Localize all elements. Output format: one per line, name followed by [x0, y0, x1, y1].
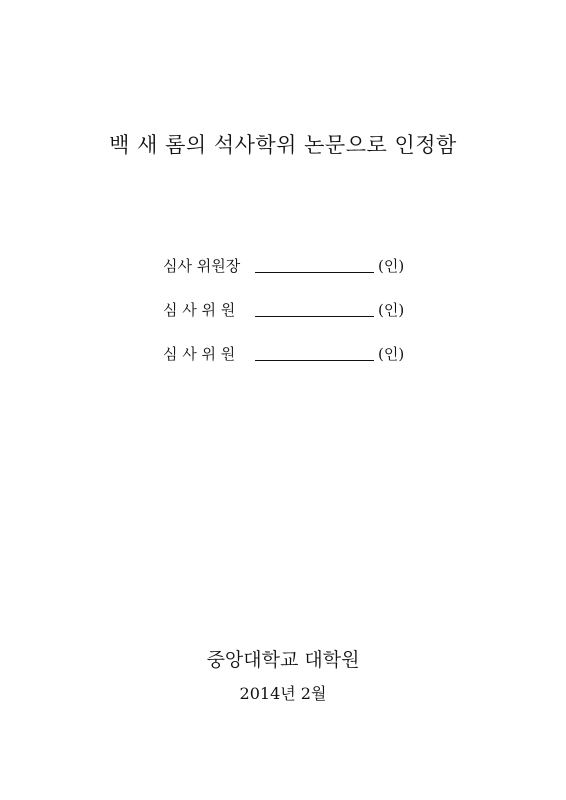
signature-role: 심 사 위 원: [163, 345, 236, 363]
signature-line: [255, 343, 374, 361]
seal-mark: (인): [378, 257, 405, 275]
approval-statement: 백 새 롬의 석사학위 논문으로 인정함: [109, 133, 457, 157]
university-name: 중앙대학교 대학원: [206, 649, 360, 671]
signature-row-member-1: [163, 298, 423, 320]
approval-date: 2014년 2월: [239, 684, 327, 703]
seal-mark: (인): [378, 301, 405, 319]
signature-line: [255, 299, 374, 317]
signature-row-chair: [163, 254, 423, 276]
signature-row-member-2: [163, 342, 423, 364]
signature-role: 심 사 위 원: [163, 301, 236, 319]
signature-role: 심사 위원장: [163, 257, 241, 275]
committee-signature-block: [163, 254, 423, 386]
seal-mark: (인): [378, 345, 405, 363]
signature-line: [255, 255, 374, 273]
